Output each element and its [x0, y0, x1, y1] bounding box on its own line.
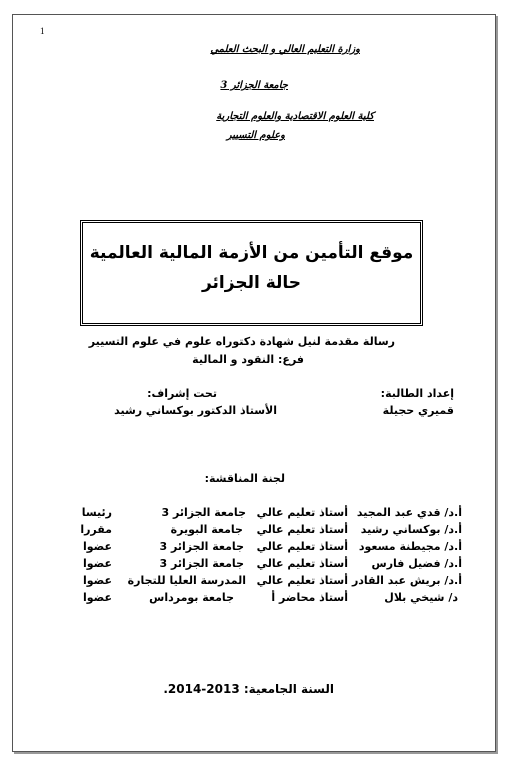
- member-name: أ.د/ قدي عبد المجيد: [356, 506, 462, 519]
- ministry-name: وزارة التعليم العالي و البحث العلمي: [210, 44, 360, 55]
- member-role: رئيسا: [81, 506, 112, 519]
- member-role: عضوا: [82, 540, 112, 553]
- student-label: إعداد الطالبة:: [380, 387, 454, 400]
- faculty-line-1: كلية العلوم الاقتصادية والعلوم التجارية: [216, 111, 374, 122]
- thesis-title-line-1: موقع التأمين من الأزمة المالية العالمية: [89, 243, 414, 263]
- committee-label: لجنة المناقشة:: [204, 472, 285, 485]
- member-institution: جامعة بومرداس: [149, 591, 234, 604]
- member-rank: أستاذ تعليم عالي: [256, 574, 348, 587]
- thesis-title-line-2: حالة الجزائر: [201, 273, 302, 293]
- member-name: أ.د/ مجيطنة مسعود: [358, 540, 462, 553]
- thesis-branch: فرع: النقود و المالية: [192, 353, 304, 366]
- supervisor-label: تحت إشراف:: [147, 387, 217, 400]
- member-name: أ.د/ بوكساني رشيد: [360, 523, 462, 536]
- member-rank: أستاذ تعليم عالي: [256, 557, 348, 570]
- page-border: [12, 14, 496, 752]
- page-number: 1: [40, 26, 45, 36]
- member-rank: أستاذ محاضر أ: [271, 591, 348, 604]
- member-rank: أستاذ تعليم عالي: [256, 540, 348, 553]
- member-role: عضوا: [82, 591, 112, 604]
- member-role: عضوا: [82, 557, 112, 570]
- university-name: جامعة الجزائر 3: [220, 80, 288, 91]
- member-rank: أستاذ تعليم عالي: [256, 523, 348, 536]
- member-institution: جامعة الجزائر 3: [159, 557, 244, 570]
- member-role: عضوا: [82, 574, 112, 587]
- member-name: أ.د/ فضيل فارس: [371, 557, 462, 570]
- student-name: قميري حجيلة: [382, 404, 454, 417]
- member-role: مقررا: [80, 523, 112, 536]
- supervisor-name: الأستاذ الدكتور بوكساني رشيد: [114, 404, 277, 417]
- member-institution: جامعة الجزائر 3: [161, 506, 246, 519]
- thesis-description: رسالة مقدمة لنيل شهادة دكتوراه علوم في علوم التسيير: [88, 335, 395, 348]
- faculty-line-2: وعلوم التسيير: [226, 130, 285, 141]
- member-institution: جامعة الجزائر 3: [159, 540, 244, 553]
- member-institution: جامعة البويرة: [170, 523, 243, 536]
- thesis-title-box: [80, 220, 423, 326]
- member-rank: أستاذ تعليم عالي: [256, 506, 348, 519]
- member-institution: المدرسة العليا للتجارة: [127, 574, 246, 587]
- member-name: أ.د/ بريش عبد القادر: [351, 574, 462, 587]
- academic-year: السنة الجامعية: 2013-2014.: [163, 682, 334, 696]
- member-name: د/ شيخي بلال: [384, 591, 458, 604]
